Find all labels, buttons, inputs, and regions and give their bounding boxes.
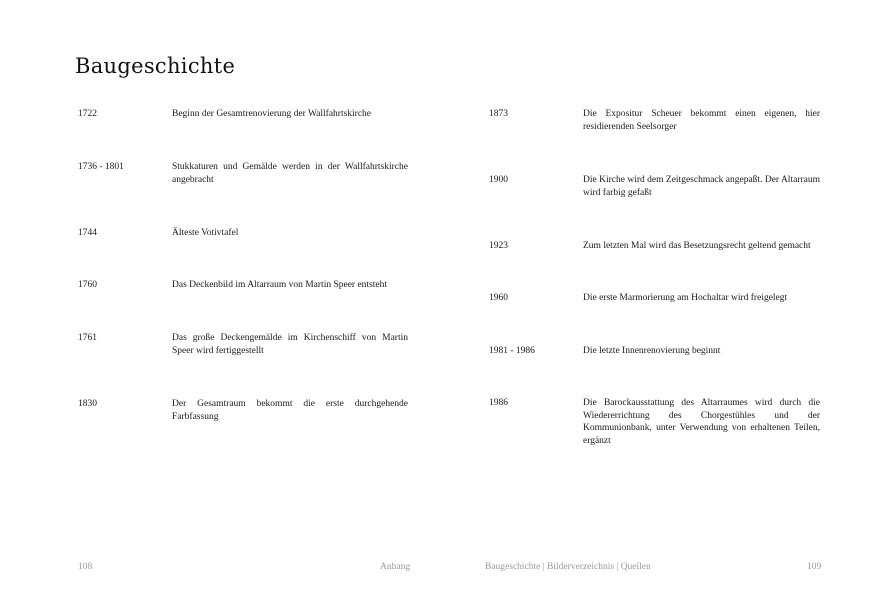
entry-text: Älteste Votivtafel	[172, 228, 239, 238]
entry-year: 1744	[78, 228, 97, 238]
page-title: Baugeschichte	[75, 54, 236, 78]
entry-text: Stukkaturen und Gemälde werden in der Wallfahrtskirche angebracht	[172, 162, 408, 185]
entry-year: 1761	[78, 333, 97, 343]
entry-year: 1900	[489, 175, 508, 185]
entry-text: Das große Deckengemälde im Kirchenschiff von Martin Speer wird fertiggestellt	[172, 333, 408, 356]
entry-text: Beginn der Gesamtrenovierung der Wallfahrtskirche	[172, 109, 372, 119]
entry-text: Die letzte Innenrenovierung beginnt	[583, 346, 721, 356]
entry-year: 1986	[489, 398, 508, 408]
entry-year: 1873	[489, 109, 508, 119]
entry-year: 1923	[489, 241, 508, 251]
entry-text: Zum letzten Mal wird das Besetzungsrecht geltend gemacht	[583, 241, 811, 251]
entry-text: Der Gesamtraum bekommt die erste durchgehende Farbfassung	[172, 399, 408, 422]
entry-year: 1981 - 1986	[489, 346, 535, 356]
entry-year: 1830	[78, 399, 97, 409]
entry-text: Die Expositur Scheuer bekommt einen eigenen, hier residierenden Seelsorger	[583, 109, 820, 132]
right-page-number: 109	[807, 562, 822, 572]
left-running-footer: Anhang	[380, 562, 411, 572]
entry-text: Die erste Marmorierung am Hochaltar wird freigelegt	[583, 293, 788, 303]
entry-text: Das Deckenbild im Altarraum von Martin Speer entsteht	[172, 280, 388, 290]
entry-year: 1960	[489, 293, 508, 303]
entry-text: Die Kirche wird dem Zeitgeschmack angepaßt. Der Altarraum wird farbig gefaßt	[583, 175, 820, 198]
right-running-footer: Baugeschichte | Bilderverzeichnis | Quellen	[485, 562, 651, 572]
entry-year: 1760	[78, 280, 97, 290]
entry-year: 1736 - 1801	[78, 162, 124, 172]
left-page-number: 108	[78, 562, 93, 572]
entry-text: Die Barockausstattung des Altarraumes wird durch die Wiedererrichtung des Chorgestühles und der Kommunionbank, unter Verwendung von erhaltenen Teilen, ergänzt	[583, 398, 820, 446]
entry-year: 1722	[78, 109, 97, 119]
